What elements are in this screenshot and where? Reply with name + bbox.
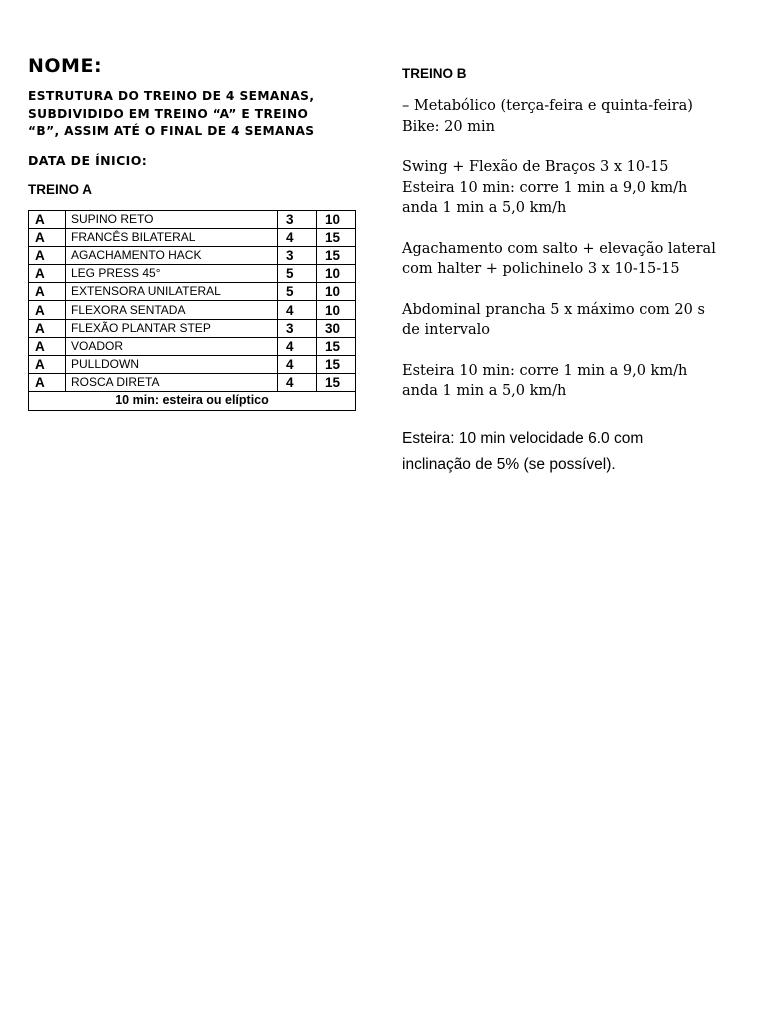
final-line: inclinação de 5% (se possível). [402, 455, 616, 473]
reps-cell: 15 [317, 356, 356, 374]
treino-a-table [28, 210, 356, 411]
reps-cell: 10 [317, 301, 356, 319]
table-row [29, 301, 356, 319]
metabolic-block [402, 96, 742, 137]
exercise-line: Swing + Flexão de Braços 3 x 10-15 [402, 159, 669, 175]
reps-cell: 30 [317, 319, 356, 337]
reps-cell: 10 [317, 210, 356, 228]
exercise-line: anda 1 min a 5,0 km/h [402, 200, 567, 216]
exercise-cell: FLEXÃO PLANTAR STEP [66, 319, 278, 337]
sets-cell: 4 [278, 337, 317, 355]
reps-cell: 15 [317, 374, 356, 392]
day-cell: A [29, 337, 66, 355]
day-cell: A [29, 374, 66, 392]
sets-cell: 4 [278, 228, 317, 246]
table-row [29, 356, 356, 374]
structure-description [28, 88, 358, 141]
start-date-label: DATA DE ÍNICIO: [28, 152, 148, 168]
day-cell: A [29, 356, 66, 374]
exercise-line: Esteira 10 min: corre 1 min a 9,0 km/h [402, 179, 688, 196]
sets-cell: 4 [278, 356, 317, 374]
final-instruction [402, 426, 742, 478]
exercise-cell: AGACHAMENTO HACK [66, 246, 278, 264]
exercise-cell: SUPINO RETO [66, 210, 278, 228]
exercise-cell: FRANCÊS BILATERAL [66, 228, 278, 246]
exercise-block [402, 300, 742, 341]
sets-cell: 5 [278, 283, 317, 301]
exercise-cell: LEG PRESS 45° [66, 265, 278, 283]
reps-cell: 15 [317, 246, 356, 264]
sets-cell: 4 [278, 301, 317, 319]
sets-cell: 4 [278, 374, 317, 392]
structure-line: “B”, ASSIM ATÉ O FINAL DE 4 SEMANAS [28, 124, 315, 138]
reps-cell: 10 [317, 265, 356, 283]
reps-cell: 10 [317, 283, 356, 301]
treino-b-title: TREINO B [402, 66, 467, 81]
exercise-line: com halter + polichinelo 3 x 10-15-15 [402, 261, 680, 277]
exercise-block [402, 239, 742, 280]
table-row [29, 337, 356, 355]
sets-cell: 3 [278, 246, 317, 264]
table-row [29, 374, 356, 392]
name-label: NOME: [28, 55, 103, 77]
sets-cell: 3 [278, 319, 317, 337]
sets-cell: 5 [278, 265, 317, 283]
exercise-line: Abdominal prancha 5 x máximo com 20 s [402, 301, 705, 318]
final-line: Esteira: 10 min velocidade 6.0 com [402, 429, 644, 447]
bike-line: Bike: 20 min [402, 118, 495, 135]
sets-cell: 3 [278, 210, 317, 228]
left-column [28, 54, 358, 411]
exercise-line: Agachamento com salto + elevação lateral [402, 240, 716, 257]
structure-line: ESTRUTURA DO TREINO DE 4 SEMANAS, [28, 89, 315, 103]
exercise-block [402, 361, 742, 402]
structure-line: SUBDIVIDIDO EM TREINO “A” E TREINO [28, 106, 309, 121]
reps-cell: 15 [317, 228, 356, 246]
exercise-cell: PULLDOWN [66, 356, 278, 374]
exercise-cell: ROSCA DIRETA [66, 374, 278, 392]
table-footer: 10 min: esteira ou elíptico [29, 392, 356, 410]
day-cell: A [29, 228, 66, 246]
exercise-line: anda 1 min a 5,0 km/h [402, 383, 567, 399]
exercise-cell: EXTENSORA UNILATERAL [66, 283, 278, 301]
table-row [29, 246, 356, 264]
day-cell: A [29, 210, 66, 228]
table-row [29, 319, 356, 337]
metabolic-line: – Metabólico (terça-feira e quinta-feira) [402, 98, 693, 114]
day-cell: A [29, 283, 66, 301]
exercise-cell: VOADOR [66, 337, 278, 355]
table-row [29, 228, 356, 246]
day-cell: A [29, 265, 66, 283]
table-row [29, 210, 356, 228]
table-footer-row [29, 392, 356, 410]
exercise-line: Esteira 10 min: corre 1 min a 9,0 km/h [402, 362, 688, 379]
table-row [29, 283, 356, 301]
exercise-block [402, 157, 742, 219]
right-column [402, 64, 742, 478]
day-cell: A [29, 246, 66, 264]
day-cell: A [29, 319, 66, 337]
exercise-cell: FLEXORA SENTADA [66, 301, 278, 319]
day-cell: A [29, 301, 66, 319]
table-row [29, 265, 356, 283]
exercise-line: de intervalo [402, 322, 490, 338]
treino-a-title: TREINO A [28, 181, 92, 197]
reps-cell: 15 [317, 337, 356, 355]
